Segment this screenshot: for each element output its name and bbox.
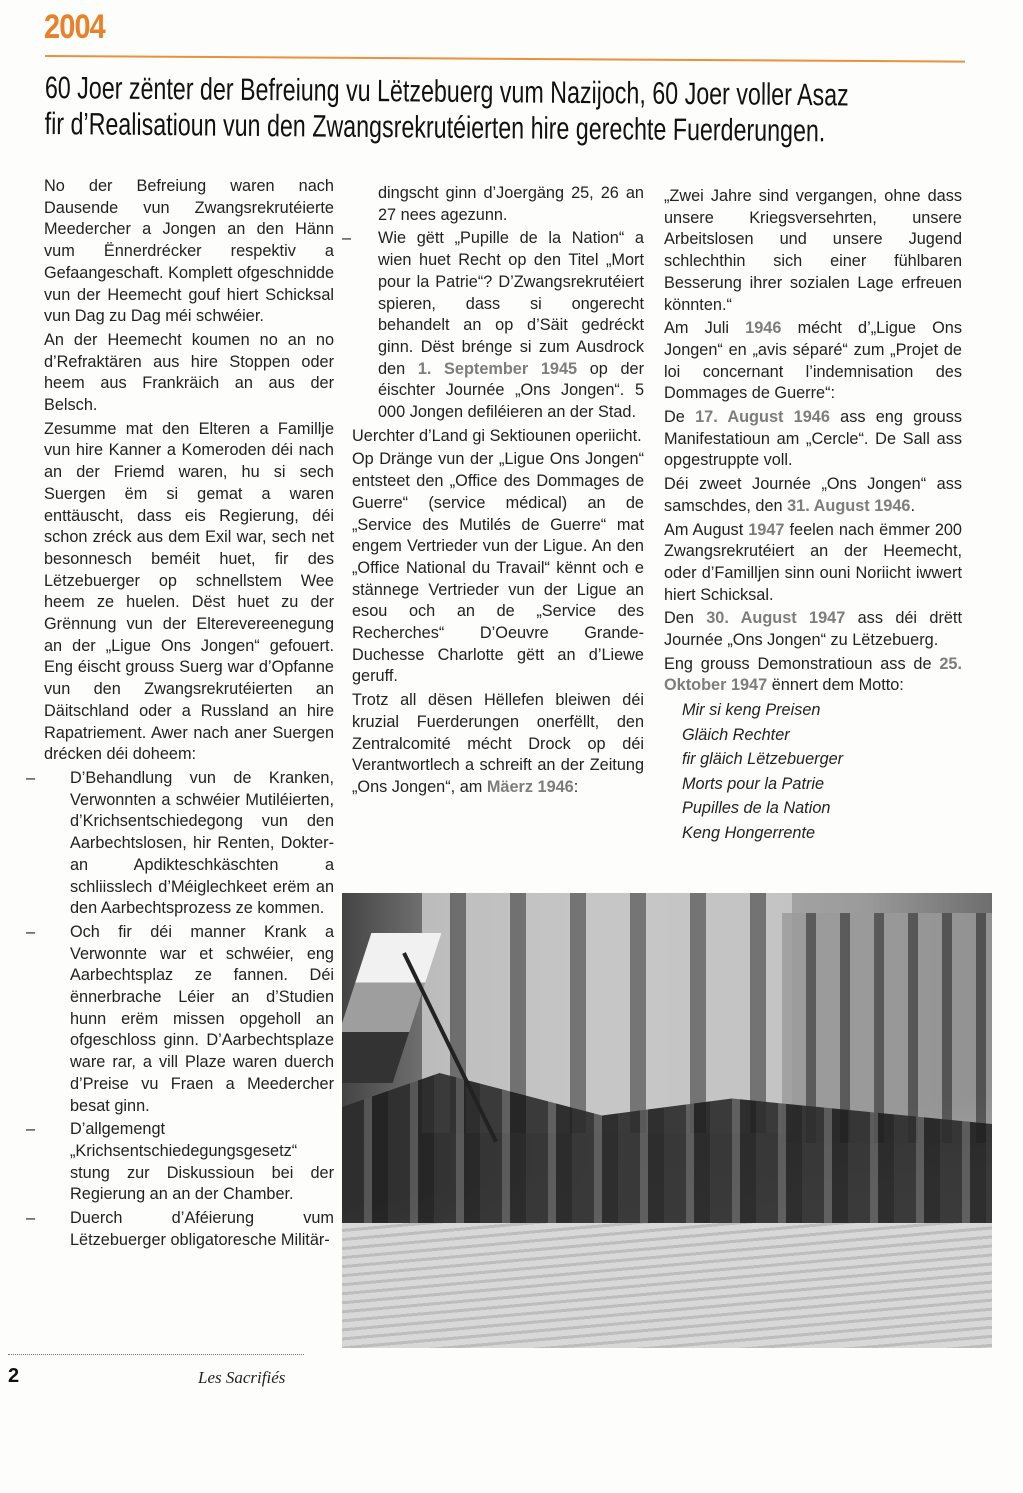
paragraph: Déi zweet Journée „Ons Jongen“ ass samschdes, den 31. August 1946. (664, 475, 962, 515)
bullet-item: – Duerch d’Aféierung vum Lëtzebuerger obligatoresche Militär- (26, 1208, 334, 1251)
footer-rule (8, 1354, 304, 1355)
paragraph: Op Dränge vun der „Ligue Ons Jongen“ entsteet den „Office des Dommages de Guerre“ (service médical) an de „Service des Mutilés de Guerre“ mat engem Vertrieder vun der Ligue. An den „Office National du Travail“ kënnt och e stännege Vertrieder vun der Ligue an esou och an de „Service des Recherches“ D’Oeuvre Grande-Duchesse Charlotte gëtt an d’Liewe geruff. (352, 450, 644, 686)
article-column-2 (352, 183, 644, 801)
highlighted-date: 25. Oktober 1947 (664, 654, 962, 695)
publication-title: Les Sacrifiés (198, 1368, 286, 1387)
highlighted-date: 31. August 1946 (787, 496, 911, 515)
paragraph: Uerchter d’Land gi Sektiounen operiicht. (352, 426, 642, 445)
headline-line-1: 60 Joer zënter der Befreiung vu Lëtzebuerg vum Nazijoch, 60 Joer voller Asaz (44, 70, 849, 113)
paragraph: Am August 1947 feelen nach ëmmer 200 Zwangsrekrutéiert an der Heemecht, oder d’Familljen sinn ouni Noriicht iwwert hiert Schicksal. (664, 520, 962, 604)
parade-photo (342, 893, 992, 1348)
page-number: 2 (8, 1365, 20, 1387)
bullet-item: – Och fir déi manner Krank a Verwonnte war et schwéier, eng Aarbechtsplaz ze fannen. Déi ënnerbrache Léier an d’Studien hunn erëm missen opgeholl an ofgeschloss ginn. D’Aarbechtsplaze ware rar, a vill Plaze waren duerch d’Preise vu Fraen a Meedercher besat ginn. (26, 922, 334, 1117)
highlighted-date: 17. August 1946 (695, 408, 830, 427)
article-column-3 (664, 186, 962, 846)
paragraph: An der Heemecht koumen no an no d’Refraktären aus hire Stoppen oder heem aus Frankräich an aus der Belsch. (44, 330, 334, 415)
motto-line: Keng Hongerrente (682, 823, 816, 842)
header-rule (45, 55, 965, 63)
paragraph: Zesumme mat den Elteren a Familljе vun hire Kanner a Komeroden déi nach an der Friemd waren, hu si sech Suergen ëm si gemat a waren enttäuscht, dass eis Regierung, déi schon zréck aus dem Exil war, sech net besonnesch beméit huet, fir des Lëtzebuerger op schnellstem Wee heem ze huelen. Dëst huet zu der Grënnung vun der Elterevereenegung an der „Ligue Ons Jongen“ gefouert. Eng éischt grouss Suerg war d’Opfanne vun den Zwangsrekrutéierten an Däitschland oder a Russland an hire Rapatriement. Awer nach aner Suergen drécken déi doheem: (44, 419, 334, 764)
paragraph: Eng grouss Demonstratioun ass de 25. Oktober 1947 ënnert dem Motto: (664, 654, 962, 695)
bullet-item: – Wie gëtt „Pupille de la Nation“ a wien huet Recht op den Titel „Mort pour la Patrie“? D’Zwangsrekrutéiert spieren, dass si ongerecht behandelt an op d’Säit gedréckt ginn. Dëst brénge si zum Ausdrock den 1. September 1945 op der éischter Journée „Ons Jongen“. 5 000 Jongen defiléieren an der Stad. (342, 228, 644, 423)
quote: „Zwei Jahre sind vergangen, ohne dass unsere Kriegsversehrten, unsere Arbeitslosen und unsere Jugend schlechthin sich einer fühlbaren Besserung ihrer sozialen Lage erfreuen könnten.“ (664, 187, 962, 314)
motto-line: Gläich Rechter (682, 725, 790, 744)
motto-line: fir gläich Lëtzebuerger (682, 750, 844, 769)
highlighted-date: 1947 (748, 520, 785, 539)
section-year: 2004 (44, 8, 105, 46)
article-column-1 (44, 176, 334, 1253)
bullet-item: – D’Behandlung vun de Kranken, Verwonnten a schwéier Mutiléierten, d’Krichsentschiedegong vun den Aarbechtslosen, hir Renten, Dokter- an Apdikteschkäschten a schliisslech d’Méiglechkeet erëm an den Aarbechtsprozess ze kommen. (26, 768, 334, 920)
paragraph: No der Befreiung waren nach Dausende vun Zwangsrekrutéierte Meedercher a Jongen an den Hänn vum Ënnerdrécker respektiv a Gefaangeschaft. Komplett ofgeschnidde vun der Heemecht gouf hiert Schicksal vun Dag zu Dag méi schwéier. (44, 177, 334, 326)
highlighted-date: Mäerz 1946 (486, 777, 574, 796)
motto-line: Mir si keng Preisen (682, 701, 821, 720)
paragraph-continuation: dingscht ginn d’Joergäng 25, 26 an 27 nees agezunn. (378, 184, 644, 224)
highlighted-date: 1. September 1945 (417, 359, 578, 378)
paragraph: Trotz all dësen Hëllefen bleiwen déi kruzial Fuerderungen onerfëllt, den Zentralcomité mécht Drock op déi Verantwortlech a schreift an der Zeitung „Ons Jongen“, am Mäerz 1946: (352, 691, 644, 796)
article-headline (45, 70, 945, 150)
bullet-item: – D’allgemengt „Krichsentschiedegungsgesetz“ stung zur Diskussioun bei der Regierung an an der Chamber. (26, 1119, 334, 1206)
paragraph: Am Juli 1946 mécht d’„Ligue Ons Jongen“ en „avis séparé“ zum „Projet de loi concernant l’indemnisation des Dommages de Guerre“: (664, 319, 962, 403)
motto-line: Morts pour la Patrie (682, 774, 825, 793)
highlighted-date: 30. August 1947 (706, 609, 846, 628)
paragraph: Den 30. August 1947 ass déi drëtt Journée „Ons Jongen“ zu Lëtzebuerg. (664, 609, 962, 650)
paragraph: De 17. August 1946 ass eng grouss Manifestatioun am „Cercle“. De Sall ass opgestruppte voll. (664, 408, 962, 470)
photo-cobblestone-street (342, 1223, 992, 1348)
motto-line: Pupilles de la Nation (682, 799, 831, 818)
highlighted-date: 1946 (745, 319, 782, 338)
headline-line-2: fir d’Realisatioun vun den Zwangsrekrutéierten hire gerechte Fuerderungen. (44, 105, 826, 149)
